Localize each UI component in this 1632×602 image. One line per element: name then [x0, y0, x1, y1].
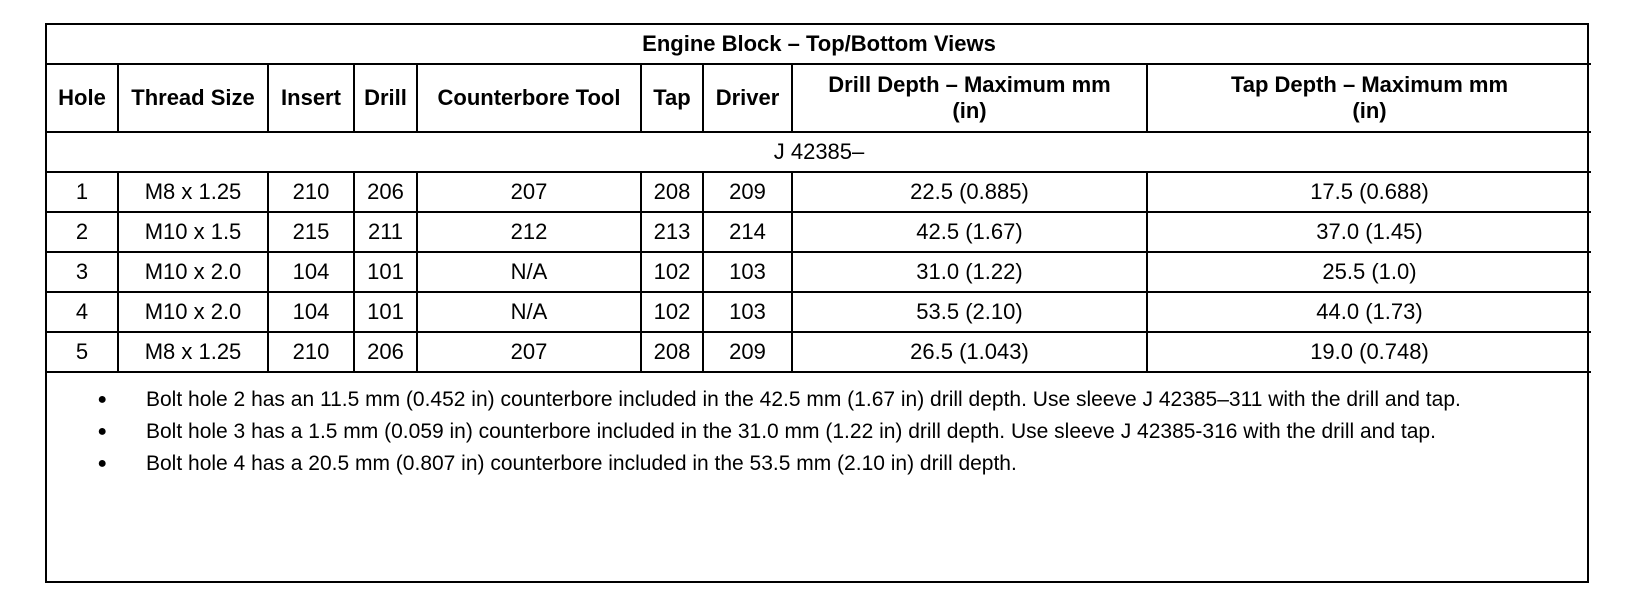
table-row [47, 172, 1591, 212]
header-tap-depth [1147, 64, 1591, 132]
cell-tap: 102 [641, 292, 703, 332]
cell-tap-depth: 44.0 (1.73) [1147, 292, 1591, 332]
header-insert: Insert [268, 64, 354, 132]
note-text: Bolt hole 4 has a 20.5 mm (0.807 in) counterbore included in the 53.5 mm (2.10 in) drill depth. [146, 452, 1017, 475]
cell-tap: 102 [641, 252, 703, 292]
cell-counterbore-tool: 212 [417, 212, 641, 252]
cell-drill: 206 [354, 332, 417, 372]
header-row [47, 64, 1591, 132]
cell-drill-depth: 31.0 (1.22) [792, 252, 1147, 292]
cell-hole: 2 [47, 212, 118, 252]
cell-insert: 104 [268, 292, 354, 332]
header-tap-depth-line2: (in) [1352, 98, 1387, 123]
cell-driver: 209 [703, 332, 792, 372]
header-drill-depth-line1: Drill Depth – Maximum mm [828, 72, 1111, 97]
tool-prefix: J 42385– [47, 132, 1591, 172]
header-counterbore-tool: Counterbore Tool [417, 64, 641, 132]
table-row [47, 332, 1591, 372]
bullet-icon: ● [97, 391, 107, 408]
cell-hole: 3 [47, 252, 118, 292]
table-title: Engine Block – Top/Bottom Views [47, 25, 1591, 64]
cell-insert: 210 [268, 332, 354, 372]
cell-drill: 206 [354, 172, 417, 212]
table-row [47, 252, 1591, 292]
cell-tap: 208 [641, 172, 703, 212]
header-driver: Driver [703, 64, 792, 132]
table-row [47, 212, 1591, 252]
bullet-icon: ● [97, 455, 107, 472]
engine-block-spec-table [47, 25, 1591, 373]
header-thread-size: Thread Size [118, 64, 268, 132]
cell-thread-size: M10 x 2.0 [118, 292, 268, 332]
list-item [47, 419, 1587, 445]
note-text: Bolt hole 3 has a 1.5 mm (0.059 in) counterbore included in the 31.0 mm (1.22 in) drill depth. Use sleeve J 42385-316 with the drill and tap. [146, 420, 1436, 443]
cell-hole: 4 [47, 292, 118, 332]
cell-drill-depth: 42.5 (1.67) [792, 212, 1147, 252]
bullet-icon: ● [97, 423, 107, 440]
cell-drill-depth: 26.5 (1.043) [792, 332, 1147, 372]
list-item [47, 387, 1587, 413]
cell-drill: 101 [354, 292, 417, 332]
header-drill: Drill [354, 64, 417, 132]
notes-list [47, 373, 1587, 477]
cell-driver: 103 [703, 292, 792, 332]
header-hole: Hole [47, 64, 118, 132]
cell-counterbore-tool: 207 [417, 332, 641, 372]
cell-hole: 1 [47, 172, 118, 212]
cell-tap-depth: 37.0 (1.45) [1147, 212, 1591, 252]
cell-thread-size: M10 x 2.0 [118, 252, 268, 292]
cell-driver: 103 [703, 252, 792, 292]
cell-tap-depth: 19.0 (0.748) [1147, 332, 1591, 372]
cell-insert: 215 [268, 212, 354, 252]
cell-drill-depth: 22.5 (0.885) [792, 172, 1147, 212]
cell-counterbore-tool: N/A [417, 252, 641, 292]
cell-tap: 213 [641, 212, 703, 252]
cell-driver: 209 [703, 172, 792, 212]
cell-driver: 214 [703, 212, 792, 252]
header-drill-depth-line2: (in) [952, 98, 987, 123]
header-drill-depth [792, 64, 1147, 132]
table-row [47, 292, 1591, 332]
cell-drill-depth: 53.5 (2.10) [792, 292, 1147, 332]
list-item [47, 451, 1587, 477]
cell-drill: 101 [354, 252, 417, 292]
cell-insert: 210 [268, 172, 354, 212]
cell-hole: 5 [47, 332, 118, 372]
cell-counterbore-tool: N/A [417, 292, 641, 332]
cell-drill: 211 [354, 212, 417, 252]
header-tap: Tap [641, 64, 703, 132]
cell-counterbore-tool: 207 [417, 172, 641, 212]
cell-thread-size: M8 x 1.25 [118, 172, 268, 212]
cell-insert: 104 [268, 252, 354, 292]
cell-tap-depth: 17.5 (0.688) [1147, 172, 1591, 212]
cell-tap-depth: 25.5 (1.0) [1147, 252, 1591, 292]
cell-thread-size: M8 x 1.25 [118, 332, 268, 372]
header-tap-depth-line1: Tap Depth – Maximum mm [1230, 72, 1509, 97]
cell-thread-size: M10 x 1.5 [118, 212, 268, 252]
note-text: Bolt hole 2 has an 11.5 mm (0.452 in) counterbore included in the 42.5 mm (1.67 in) drill depth. Use sleeve J 42385–311 with the drill and tap. [146, 388, 1461, 411]
cell-tap: 208 [641, 332, 703, 372]
spec-table-frame [45, 23, 1589, 583]
